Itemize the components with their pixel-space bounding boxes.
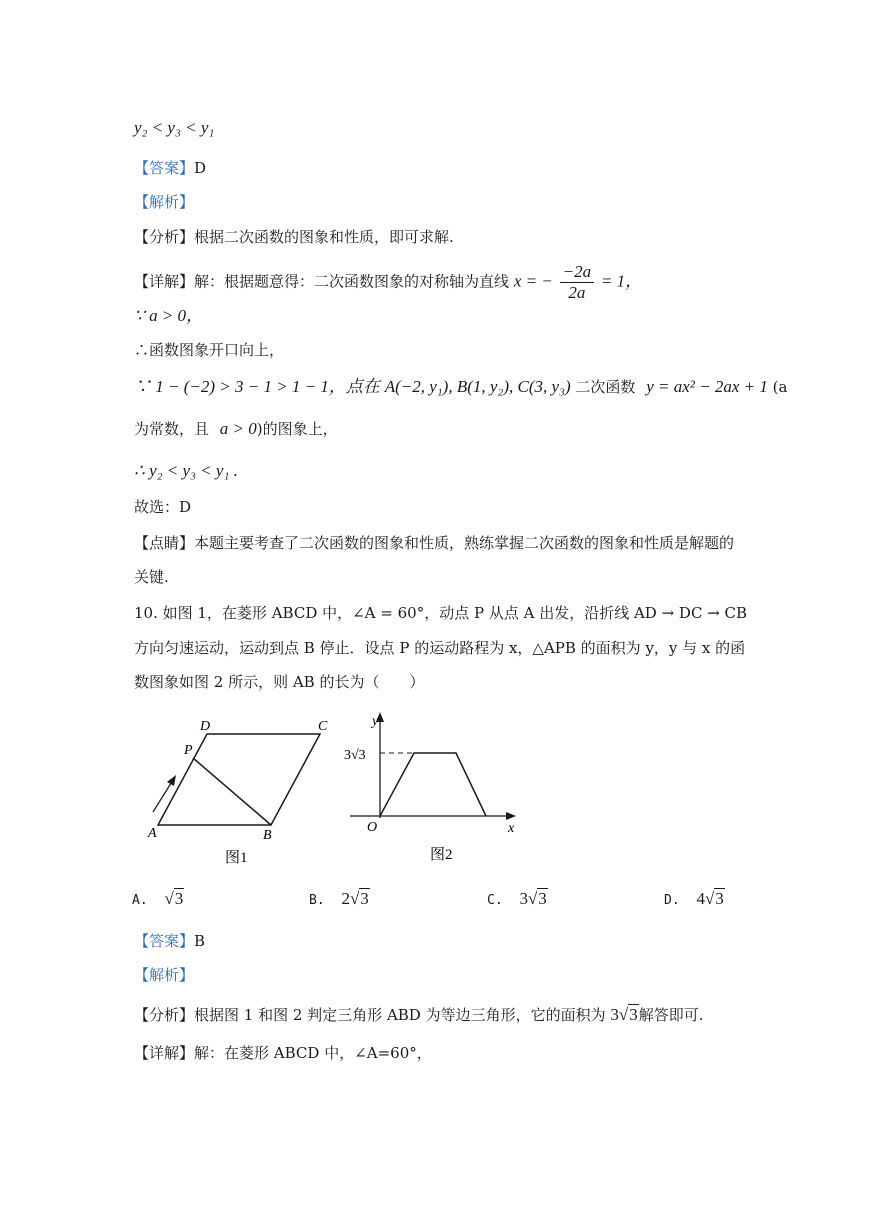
origin-label: O: [367, 820, 378, 835]
direction-arrow-shaft: [153, 780, 173, 812]
choice-A-value: √3: [164, 889, 184, 908]
xiangjie-text-q10: 解：在菱形 ABCD 中，∠A=60°，: [194, 1044, 432, 1062]
quad-label: 二次函数: [575, 378, 636, 396]
choice-C-value: 3√3: [519, 889, 547, 908]
q10-line-3: 数图象如图 2 所示，则 AB 的长为（ ）: [134, 673, 425, 691]
answer-value: D: [194, 159, 207, 177]
guxuan: 故选：D: [134, 498, 192, 516]
answer-tag-q10: 【答案】: [134, 932, 195, 950]
answer-line-prev: [134, 157, 206, 179]
q10-line-2: 方向匀速运动，运动到点 B 停止．设点 P 的运动路程为 x，△APB 的面积为 y，y 与 x 的函: [134, 639, 746, 657]
xiangjie-line-q10: [134, 1042, 432, 1064]
choice-D[interactable]: [664, 889, 725, 909]
choice-C[interactable]: [487, 889, 548, 909]
conclusion: ∴ y₂ < y₃ < y₁ .: [134, 461, 238, 480]
fenxi-text: 根据二次函数的图象和性质，即可求解.: [194, 228, 454, 246]
dianjing-line: [134, 532, 734, 554]
const-text-b: )的图象上，: [256, 420, 338, 438]
q10-line-1: 10. 如图 1，在菱形 ABCD 中，∠A = 60°，动点 P 从点 A 出发，沿折线 AD → DC → CB: [134, 604, 748, 622]
x-axis-arrow-icon: [506, 812, 516, 820]
dianjing-text-2: 关键.: [134, 568, 169, 586]
area-function-curve: [380, 753, 486, 816]
answer-tag: 【答案】: [134, 159, 195, 177]
choice-D-label: D.: [664, 893, 680, 908]
choice-B-label: B.: [309, 893, 325, 908]
vertex-C: C: [318, 719, 328, 734]
figure-1-rhombus: [140, 712, 340, 872]
choice-A[interactable]: [132, 889, 184, 909]
axis-eq-right: = 1，: [600, 271, 643, 291]
points-list: A(−2, y₁), B(1, y₂), C(3, y₃): [384, 377, 571, 396]
y-axis-label: y: [372, 714, 379, 729]
quad-equation: y = ax² − 2ax + 1: [646, 377, 768, 396]
choice-C-label: C.: [487, 893, 503, 908]
quad-tail: (a: [772, 378, 788, 396]
vertex-B: B: [263, 828, 272, 843]
axis-eq-left: x = −: [513, 271, 553, 291]
vertex-D: D: [200, 719, 211, 734]
figure-1-caption: 图1: [225, 850, 248, 866]
distance-compare: ∵ 1 − (−2) > 3 − 1 > 1 − 1，点在: [134, 377, 380, 396]
figure-2-caption: 图2: [430, 847, 453, 863]
figure-2-graph: [340, 706, 540, 866]
choice-B[interactable]: [309, 889, 370, 909]
choice-D-value: 4√3: [696, 889, 724, 908]
fenxi-line-q10: [134, 1004, 704, 1026]
const-cond: a > 0: [219, 419, 257, 438]
fenxi-tag-q10: 【分析】: [134, 1006, 195, 1024]
since-a-positive: ∵ a > 0，: [134, 306, 204, 325]
choice-B-value: 2√3: [341, 889, 369, 908]
constant-line: [134, 418, 338, 440]
fenxi-tag: 【分析】: [134, 228, 195, 246]
fenxi-text-q10: 根据图 1 和图 2 判定三角形 ABD 为等边三角形，它的面积为: [194, 1006, 606, 1024]
axis-numerator: −2a: [560, 262, 594, 283]
dianjing-text: 本题主要考查了二次函数的图象和性质，熟练掌握二次函数的图象和性质是解题的: [194, 534, 735, 552]
rhombus-outline: [158, 734, 320, 825]
analysis-tag-q10: 【解析】: [134, 966, 195, 984]
previous-inequality: y₂ < y₃ < y₁: [134, 118, 215, 137]
answer-line-q10: [134, 930, 205, 952]
const-text-a: 为常数，且: [134, 420, 210, 438]
fenxi-area: 3√3: [610, 1005, 638, 1024]
fenxi-text-q10-b: 解答即可.: [638, 1006, 704, 1024]
analysis-tag-prev: 【解析】: [134, 193, 195, 211]
xiangjie-tag-q10: 【详解】: [134, 1044, 195, 1062]
fenxi-line-prev: [134, 226, 454, 248]
therefore-open-up: ∴函数图象开口向上，: [134, 341, 285, 359]
xiangjie-text: 解：根据题意得：二次函数图象的对称轴为直线: [194, 272, 510, 291]
distance-compare-line: [134, 376, 787, 398]
answer-value-q10: B: [194, 932, 206, 950]
choice-A-label: A.: [132, 893, 148, 908]
xiangjie-tag: 【详解】: [134, 272, 195, 291]
x-axis-label: x: [508, 821, 515, 836]
point-P: P: [184, 743, 193, 758]
dianjing-tag: 【点睛】: [134, 534, 195, 552]
segment-PB: [193, 758, 271, 825]
y-tick-label: 3√3: [344, 748, 366, 763]
vertex-A: A: [148, 826, 157, 841]
axis-denominator: 2a: [568, 283, 586, 302]
direction-arrow-icon: [167, 775, 176, 786]
axis-fraction: [560, 262, 594, 303]
xiangjie-line-prev: [134, 262, 642, 303]
